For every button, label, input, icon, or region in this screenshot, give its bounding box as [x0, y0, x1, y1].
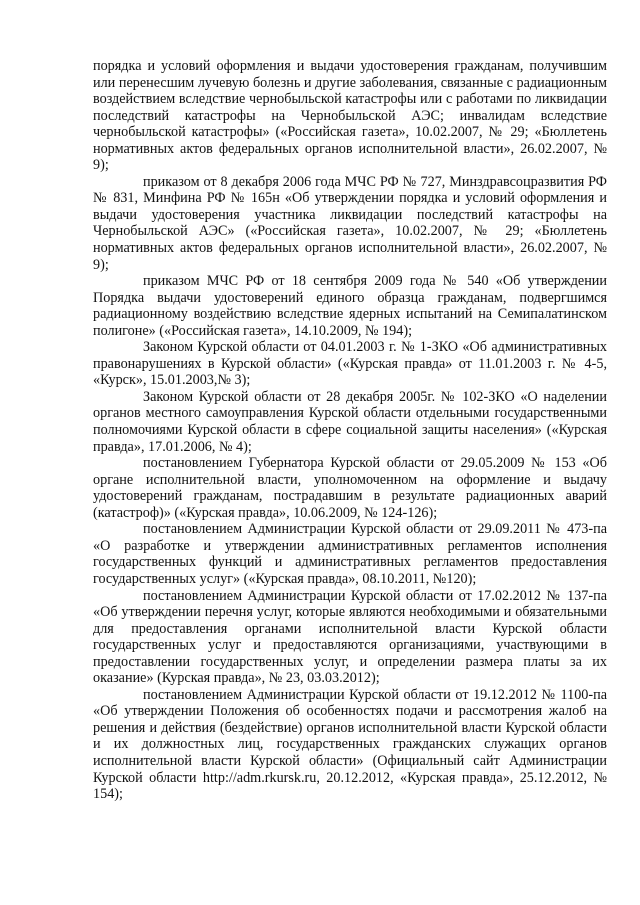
paragraph-law-102-zko: Законом Курской области от 28 декабря 2005г. № 102-ЗКО «О наделении органов местного самоуправления Курской области отдельными государственными полномочиями Курской области в сфере социальной защиты населения» («Курская правда», 17.01.2006, № 4);	[93, 388, 607, 455]
paragraph-resolution-1100-pa: постановлением Администрации Курской области от 19.12.2012 № 1100-па «Об утверждении Положения об особенностях подачи и рассмотрения жалоб на решения и действия (бездействие) органов исполнительной власти Курской области и их должностных лиц, государственных гражданских служащих органов исполнительной власти Курской области» (Официальный сайт Администрации Курской области http://adm.rkursk.ru, 20.12.2012, «Курская правда», 25.12.2012, № 154);	[93, 686, 607, 803]
paragraph-law-1-zko: Законом Курской области от 04.01.2003 г. № 1-ЗКО «Об административных правонарушениях в Курской области» («Курская правда» от 11.01.2003 г. № 4-5, «Курск», 15.01.2003,№ 3);	[93, 339, 607, 389]
paragraph-resolution-473-pa: постановлением Администрации Курской области от 29.09.2011 № 473-па «О разработке и утверждении административных регламентов исполнения государственных функций и административных регламентов предоставления государственных услуг» («Курская правда», 08.10.2011, №120);	[93, 521, 607, 587]
paragraph-order-727: приказом от 8 декабря 2006 года МЧС РФ № 727, Минздравсоцразвития РФ № 831, Минфина РФ № 165н «Об утверждении порядка и условий оформления и выдачи удостоверения участника ликвидации последствий катастрофы на Чернобыльской АЭС» («Российская газета», 10.02.2007, № 29; «Бюллетень нормативных актов федеральных органов исполнительной власти», 26.02.2007, № 9);	[93, 173, 607, 273]
paragraph-order-540: приказом МЧС РФ от 18 сентября 2009 года № 540 «Об утверждении Порядка выдачи удостоверений единого образца гражданам, подвергшимся радиационному воздействию вследствие ядерных испытаний на Семипалатинском полигоне» («Российская газета», 14.10.2009, № 194);	[93, 273, 607, 339]
paragraph-governor-decree-153: постановлением Губернатора Курской области от 29.05.2009 № 153 «Об органе исполнительной власти, уполномоченном на оформление и выдачу удостоверений гражданам, пострадавшим в результате радиационных аварий (катастроф)» («Курская правда», 10.06.2009, № 124-126);	[93, 455, 607, 521]
paragraph-continuation-chernobyl-certificate: порядка и условий оформления и выдачи удостоверения гражданам, получившим или перенесшим лучевую болезнь и другие заболевания, связанные с радиационным воздействием вследствие чернобыльской катастрофы или с работами по ликвидации последствий катастрофы на Чернобыльской АЭС; инвалидам вследствие чернобыльской катастрофы» («Российская газета», 10.02.2007, № 29; «Бюллетень нормативных актов федеральных органов исполнительной власти», 26.02.2007, № 9);	[93, 58, 607, 174]
paragraph-resolution-137-pa: постановлением Администрации Курской области от 17.02.2012 № 137-па «Об утверждении перечня услуг, которые являются необходимыми и обязательными для предоставления органами исполнительной власти Курской области государственных услуг и предоставляются организациями, участвующими в предоставлении государственных услуг, и определении размера платы за их оказание» (Курская правда», № 23, 03.03.2012);	[93, 587, 607, 687]
document-page	[93, 58, 607, 803]
